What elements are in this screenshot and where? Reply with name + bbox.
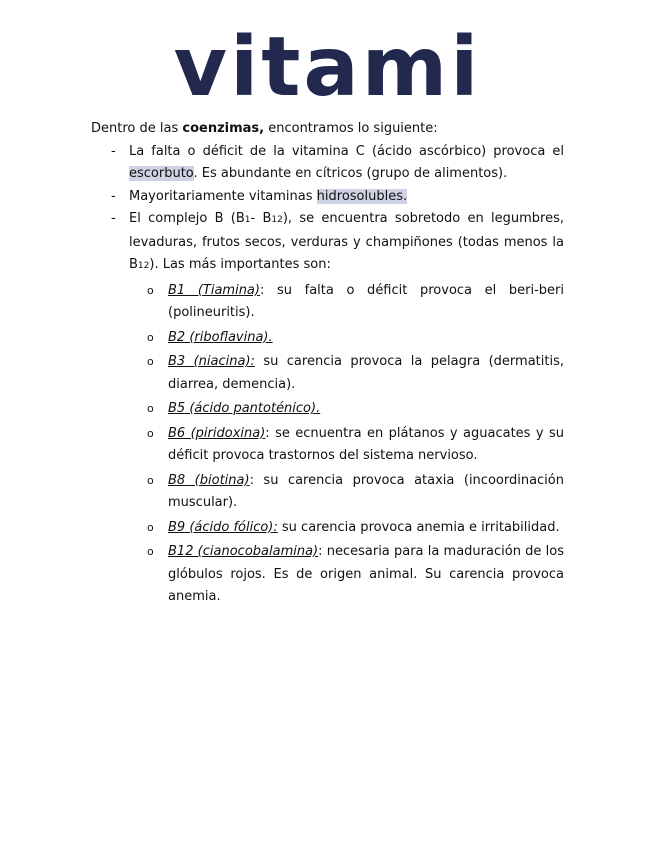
intro-text: Dentro de las: [91, 121, 183, 136]
subscript: 12: [137, 261, 150, 271]
circle-bullet: o: [147, 402, 154, 415]
page-title: vitami: [173, 20, 482, 115]
vitamin-term: B2 (riboflavina).: [168, 329, 273, 345]
main-list: [91, 141, 564, 609]
item-text: - B: [250, 211, 272, 226]
vitamin-term: B8 (biotina): [168, 472, 250, 488]
highlighted-term: escorbuto: [129, 166, 194, 181]
circle-bullet: o: [147, 426, 154, 440]
sub-list-item: [129, 351, 564, 396]
sub-list-item: [129, 327, 564, 350]
vitamin-term: B5 (ácido pantoténico).: [168, 401, 321, 416]
item-text-end: ). Las más importantes son:: [149, 257, 331, 272]
circle-bullet: o: [147, 355, 154, 368]
vitamin-term: B3 (niacina):: [168, 354, 255, 369]
sub-list-item: [129, 541, 564, 609]
item-text: ), se encuentra sobretodo en legumbres, levaduras, frutos secos, verduras y champiñones (todas menos la B: [129, 211, 564, 272]
sub-list-item: [129, 398, 564, 421]
vitamin-description: : se ecnuentra en plátanos y aguacates y su déficit provoca trastornos del sistema nervioso.: [168, 425, 564, 463]
list-item: [91, 141, 564, 186]
item-text: La falta o déficit de la vitamina C (ácido ascórbico) provoca el: [129, 143, 564, 159]
sub-list-item: [129, 470, 564, 515]
vitamin-term: B9 (ácido fólico):: [168, 519, 278, 535]
list-item: [91, 208, 564, 609]
vitamin-description: su carencia provoca anemia e irritabilidad.: [277, 519, 560, 535]
list-item: [91, 186, 564, 209]
vitamin-b-list: [129, 280, 564, 609]
document-body: [91, 118, 564, 609]
circle-bullet: o: [147, 520, 154, 534]
sub-list-item: [129, 423, 564, 468]
circle-bullet: o: [147, 283, 154, 297]
item-text: Mayoritariamente vitaminas: [129, 188, 317, 204]
circle-bullet: o: [147, 545, 154, 558]
circle-bullet: o: [147, 473, 154, 487]
item-text-end: . Es abundante en cítricos (grupo de alimentos).: [193, 166, 508, 181]
subscript: 1: [244, 215, 251, 225]
vitamin-description: : su falta o déficit provoca el beri-beri (polineuritis).: [168, 282, 564, 320]
dash-bullet: -: [111, 188, 116, 204]
vitamin-description: : su carencia provoca ataxia (incoordinación muscular).: [168, 472, 564, 510]
vitamin-description: su carencia provoca la pelagra (dermatitis, diarrea, demencia).: [168, 354, 564, 392]
intro-paragraph: [91, 118, 564, 141]
sub-list-item: [129, 280, 564, 325]
vitamin-term: B1 (Tiamina): [168, 282, 260, 298]
dash-bullet: -: [111, 143, 116, 159]
vitamin-term: B6 (piridoxina): [168, 425, 266, 441]
circle-bullet: o: [147, 330, 154, 344]
dash-bullet: -: [111, 211, 116, 226]
intro-text-end: encontramos lo siguiente:: [264, 121, 438, 136]
item-text: El complejo B (B: [129, 211, 245, 226]
intro-bold-term: coenzimas,: [182, 121, 265, 136]
sub-list-item: [129, 517, 564, 540]
subscript: 12: [271, 215, 283, 225]
highlighted-term: hidrosolubles.: [316, 188, 408, 204]
vitamin-description: : necesaria para la maduración de los glóbulos rojos. Es de origen animal. Su carencia provoca anemia.: [168, 544, 564, 604]
vitamin-term: B12 (cianocobalamina): [168, 544, 319, 559]
